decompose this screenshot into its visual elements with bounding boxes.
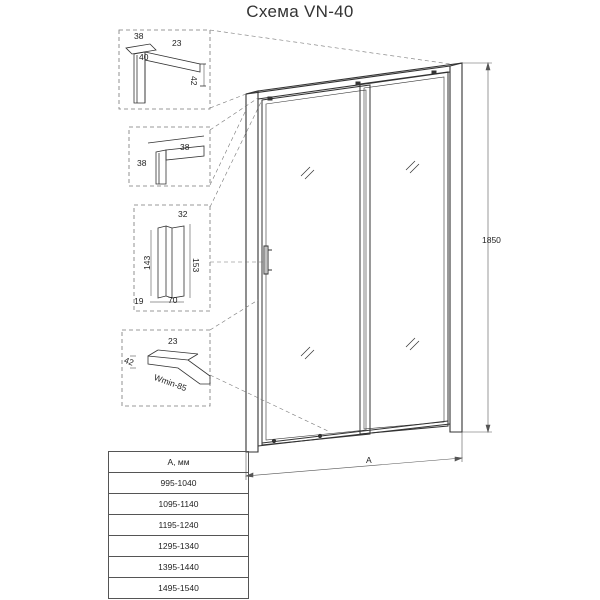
height-label: 1850: [482, 235, 501, 245]
detail-bottom-profile: [122, 330, 210, 406]
dim-153: 153: [191, 258, 201, 273]
detail-side-corner: [129, 127, 210, 186]
dim-32: 32: [178, 209, 188, 219]
left-frame-post: [246, 91, 258, 452]
size-row: 1495-1540: [109, 578, 249, 599]
size-table-header: A, мм: [109, 452, 249, 473]
width-label: A: [366, 455, 372, 465]
size-row: 1195-1240: [109, 515, 249, 536]
height-dimension: [462, 63, 492, 432]
top-rail-outer: [246, 66, 450, 94]
left-roller: [272, 439, 275, 442]
dim-70: 70: [168, 295, 178, 305]
dim-40: 40: [139, 52, 149, 62]
bottom-rail: [258, 421, 450, 446]
right-glass-panel: [360, 72, 448, 434]
size-row: 1095-1140: [109, 494, 249, 515]
door-frame: [246, 63, 462, 452]
size-row: 1295-1340: [109, 536, 249, 557]
width-dimension: [246, 432, 462, 480]
dim-42-a: 42: [189, 76, 199, 86]
dim-38-b: 38: [180, 142, 190, 152]
dim-19: 19: [134, 296, 144, 306]
left-glass-panel: [262, 85, 370, 445]
center-roller: [318, 434, 321, 437]
size-row: 1395-1440: [109, 557, 249, 578]
detail-top-corner: [119, 30, 210, 109]
dim-23-b: 23: [168, 336, 178, 346]
dim-38-a: 38: [134, 31, 144, 41]
dim-23-a: 23: [172, 38, 182, 48]
right-frame-post: [450, 63, 462, 432]
dim-143: 143: [142, 255, 152, 270]
dim-38-c: 38: [137, 158, 147, 168]
door-handle: [264, 246, 272, 274]
dim-42-b: 42: [122, 354, 136, 368]
dim-wmin: Wmin-85: [152, 372, 189, 394]
size-table: [108, 451, 249, 599]
diagram-title: Схема VN-40: [246, 2, 354, 21]
size-row: 995-1040: [109, 473, 249, 494]
